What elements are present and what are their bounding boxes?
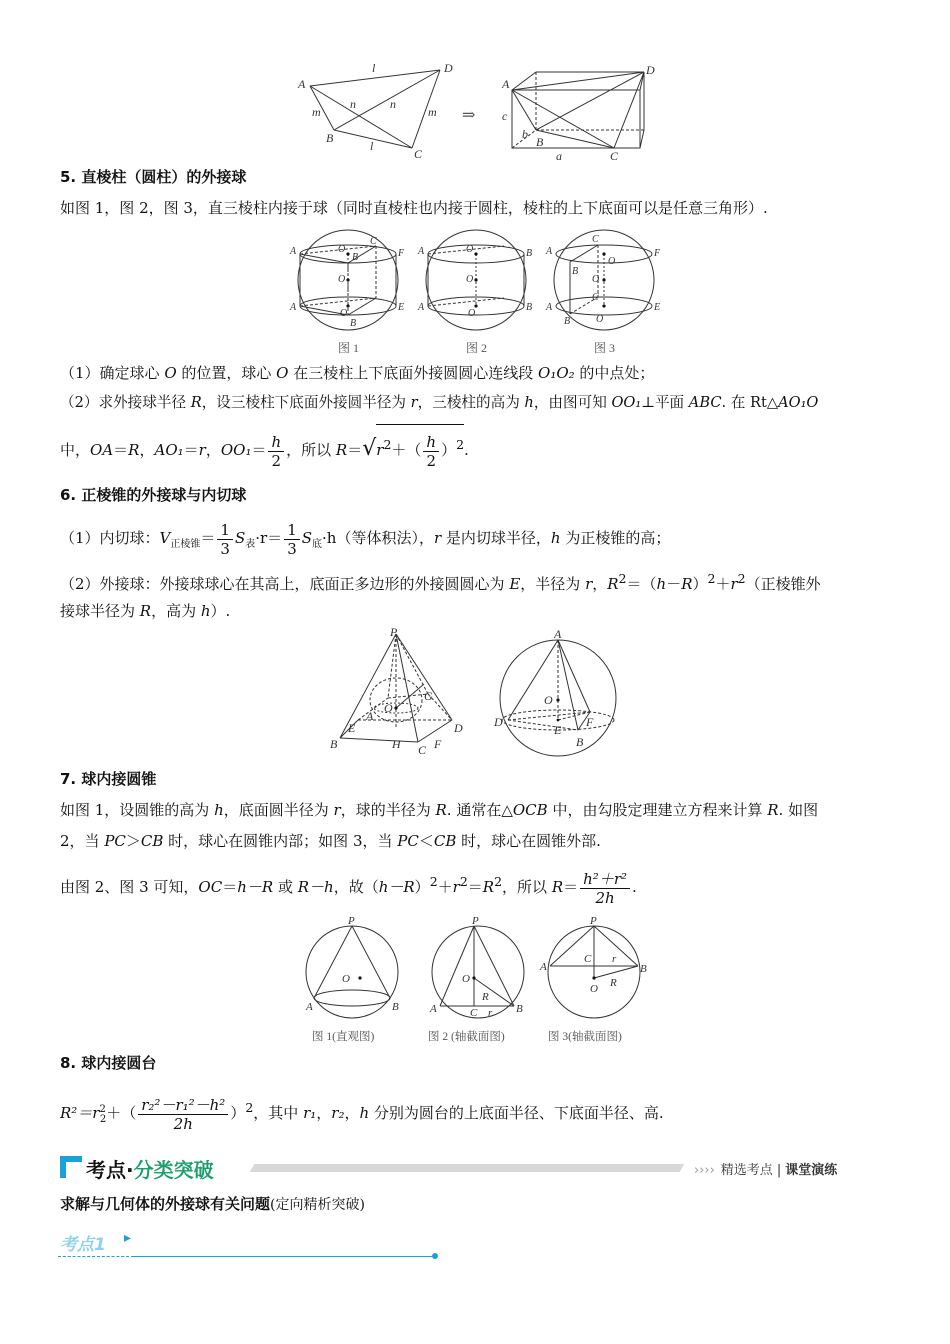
svg-text:O: O bbox=[462, 973, 470, 985]
label-B: B bbox=[326, 131, 334, 145]
svg-text:B: B bbox=[352, 252, 359, 263]
banner-gray-bar bbox=[250, 1164, 685, 1172]
svg-text:O: O bbox=[338, 274, 346, 285]
caption-fig2: 图 2 bbox=[466, 341, 488, 355]
svg-text:E: E bbox=[398, 302, 405, 313]
svg-text:O: O bbox=[590, 983, 598, 995]
svg-text:A: A bbox=[430, 1003, 437, 1015]
svg-text:A: A bbox=[418, 302, 425, 313]
svg-text:H: H bbox=[392, 737, 401, 751]
svg-text:b: b bbox=[522, 127, 528, 141]
svg-text:O: O bbox=[544, 693, 553, 707]
section-5-intro: 如图 1，图 2，图 3，直三棱柱内接于球（同时直棱柱也内接于圆柱，棱柱的上下底面可以是任意三角形）. bbox=[60, 199, 768, 217]
svg-text:B: B bbox=[640, 963, 647, 975]
pyramid-sphere-figures bbox=[328, 628, 628, 760]
svg-text:C: C bbox=[370, 236, 377, 247]
svg-text:P: P bbox=[472, 916, 479, 927]
section-6-title: 6. 正棱锥的外接球与内切球 bbox=[60, 486, 247, 504]
svg-text:P: P bbox=[348, 916, 355, 927]
svg-text:B: B bbox=[572, 266, 579, 277]
banner-right-tag: ›››› 精选考点 | 课堂演练 bbox=[694, 1163, 838, 1178]
svg-text:a: a bbox=[556, 149, 562, 163]
label-C: C bbox=[414, 147, 423, 161]
section-7-formula: 由图 2、图 3 可知，OC＝h－R 或 R－h，故$(h-R)^2+r^2=R^2$，所以 R＝ $\frac{\text{h²＋r²}}{2h}$ . bbox=[60, 869, 637, 907]
svg-text:E: E bbox=[654, 302, 661, 313]
svg-text:R: R bbox=[610, 977, 617, 989]
svg-text:C: C bbox=[610, 149, 619, 163]
section-8-title: 8. 球内接圆台 bbox=[60, 1054, 157, 1072]
section-6-inscribed: （1）内切球：$V_{正棱锥}=$ $\frac{1}{3}$ $S_表\cdot r=$ $\frac{1}{3}$ $S_底\cdot h$（等体积法），r 是内切球半径，h 为正棱锥的高； bbox=[60, 520, 671, 558]
svg-text:O: O bbox=[340, 308, 348, 319]
banner-corner-icon bbox=[56, 1152, 86, 1182]
svg-text:C: C bbox=[592, 234, 599, 245]
svg-text:A: A bbox=[306, 1001, 313, 1013]
svg-text:O: O bbox=[466, 244, 474, 255]
svg-text:B: B bbox=[350, 318, 357, 329]
banner-title: 考点·分类突破 bbox=[86, 1158, 214, 1182]
caption-cone-fig2: 图 2 (轴截面图) bbox=[428, 1031, 505, 1043]
svg-text:B: B bbox=[576, 735, 584, 749]
section-banner bbox=[56, 1150, 896, 1186]
svg-text:r: r bbox=[488, 1007, 493, 1019]
svg-text:l: l bbox=[372, 61, 376, 75]
caption-cone-fig3: 图 3(轴截面图) bbox=[548, 1031, 622, 1043]
svg-text:l: l bbox=[370, 139, 374, 153]
svg-text:O: O bbox=[608, 256, 616, 267]
svg-text:c: c bbox=[502, 109, 508, 123]
svg-text:D: D bbox=[494, 715, 503, 729]
svg-text:D: D bbox=[454, 721, 463, 735]
svg-text:O: O bbox=[596, 314, 604, 325]
caption-fig3: 图 3 bbox=[594, 341, 616, 355]
prism-sphere-figures bbox=[288, 228, 668, 358]
section-5-step1: （1）确定球心 O 的位置，球心 O 在三棱柱上下底面外接圆圆心连线段 O₁O₂ 的中点处； bbox=[60, 364, 655, 382]
svg-text:r: r bbox=[612, 953, 617, 965]
svg-text:C: C bbox=[418, 743, 427, 757]
svg-text:B: B bbox=[516, 1003, 523, 1015]
svg-text:A: A bbox=[366, 709, 374, 723]
svg-text:A: A bbox=[418, 246, 425, 257]
label-A: A bbox=[298, 77, 306, 91]
svg-text:B: B bbox=[526, 248, 533, 259]
svg-text:A: A bbox=[502, 77, 510, 91]
svg-text:D: D bbox=[646, 63, 655, 77]
section-5-step2: （2）求外接球半径 R，设三棱柱下底面外接圆半径为 r，三棱柱的高为 h，由图可知 OO₁⊥平面 ABC. 在 Rt△AO₁O bbox=[60, 394, 819, 411]
svg-text:B: B bbox=[330, 737, 338, 751]
label-D: D bbox=[444, 61, 453, 75]
svg-text:A: A bbox=[554, 628, 562, 641]
svg-text:P: P bbox=[590, 916, 597, 927]
svg-text:n: n bbox=[390, 97, 396, 111]
svg-text:A: A bbox=[546, 302, 553, 313]
svg-text:P: P bbox=[390, 628, 398, 639]
tetrahedron-to-box-figure bbox=[290, 58, 670, 164]
caption-fig1: 图 1 bbox=[338, 341, 360, 355]
svg-text:F: F bbox=[654, 248, 661, 259]
svg-text:m: m bbox=[312, 105, 321, 119]
svg-text:C: C bbox=[470, 1007, 478, 1019]
svg-text:C: C bbox=[592, 292, 599, 303]
section-6-circumscribed: （2）外接球：外接球球心在其高上，底面正多边形的外接圆圆心为 E，半径为 r，$R^2=(h-R)^2+r^2$（正棱锥外 bbox=[60, 571, 821, 593]
section-5-title: 5. 直棱柱（圆柱）的外接球 bbox=[60, 168, 247, 186]
section-8-formula: $R^2=r^2_2+$（ $\frac{\text{r₂²－r₁²－h²}}{2h}$ ）$^2$，其中 r₁，r₂，h 分别为圆台的上底面半径、下底面半径、高. bbox=[60, 1095, 664, 1133]
section-7-line2: 2，当 PC＞CB 时，球心在圆锥内部；如图 3，当 PC＜CB 时，球心在圆锥外部. bbox=[60, 832, 601, 850]
svg-text:F: F bbox=[398, 248, 405, 259]
svg-text:O: O bbox=[342, 973, 350, 985]
svg-text:F: F bbox=[434, 737, 442, 751]
svg-text:A: A bbox=[290, 246, 297, 257]
svg-text:O: O bbox=[592, 274, 600, 285]
svg-text:R: R bbox=[482, 991, 489, 1003]
section-7-title: 7. 球内接圆锥 bbox=[60, 770, 157, 788]
kaodian-tag: 考点1 ▸ bbox=[58, 1228, 442, 1260]
svg-text:C: C bbox=[584, 953, 592, 965]
svg-text:B: B bbox=[536, 135, 544, 149]
svg-text:A: A bbox=[540, 961, 547, 973]
svg-text:A: A bbox=[546, 246, 553, 257]
svg-text:E: E bbox=[554, 723, 562, 737]
svg-text:E: E bbox=[348, 721, 356, 735]
svg-text:F: F bbox=[586, 715, 594, 729]
svg-text:n: n bbox=[350, 97, 356, 111]
svg-text:A: A bbox=[290, 302, 297, 313]
svg-text:O: O bbox=[338, 244, 346, 255]
svg-text:B: B bbox=[392, 1001, 399, 1013]
svg-text:B: B bbox=[564, 316, 571, 327]
topic-heading: 求解与几何体的外接球有关问题(定向精析突破) bbox=[60, 1195, 365, 1213]
section-5-formula: 中，OA＝R，AO₁＝r，OO₁＝ $\frac{h}{2}$ ，所以 $R=√r^2+$（ $\frac{h}{2}$ ）$^2$. bbox=[60, 424, 469, 472]
svg-text:B: B bbox=[526, 302, 533, 313]
svg-text:O: O bbox=[384, 701, 393, 715]
caption-cone-fig1: 图 1(直观图) bbox=[312, 1031, 375, 1043]
svg-text:m: m bbox=[428, 105, 437, 119]
cone-sphere-figures bbox=[300, 916, 660, 1048]
section-6-circumscribed-cont: 接球半径为 R，高为 h）. bbox=[60, 602, 231, 620]
svg-text:O: O bbox=[468, 308, 476, 319]
implies-arrow: ⇒ bbox=[462, 107, 476, 124]
svg-text:O: O bbox=[466, 274, 474, 285]
svg-text:G: G bbox=[424, 689, 433, 703]
section-7-line1: 如图 1，设圆锥的高为 h，底面圆半径为 r，球的半径为 R. 通常在△OCB 中，由勾股定理建立方程来计算 R. 如图 bbox=[60, 801, 819, 819]
